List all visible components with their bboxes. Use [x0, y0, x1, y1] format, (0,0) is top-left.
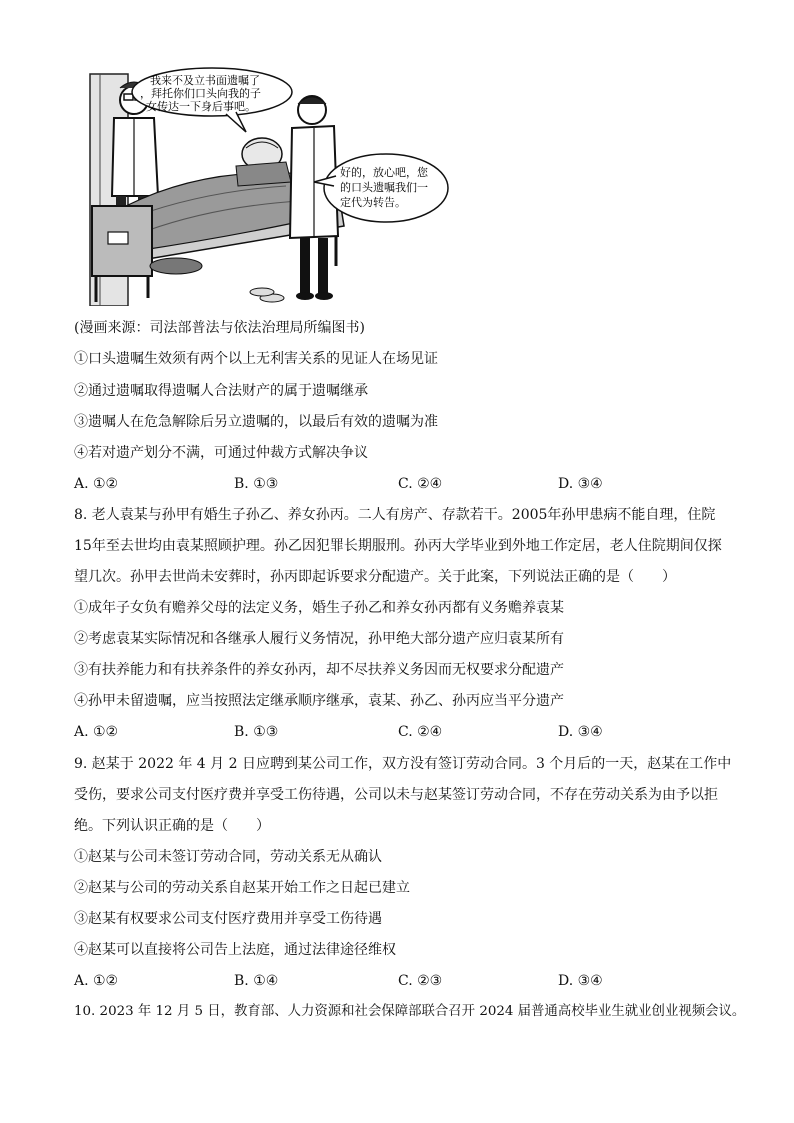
q7-option-d[interactable]: D. ③④: [558, 476, 603, 492]
bubble-left-line-3: 女传达一下身后事吧。: [146, 100, 256, 113]
q8-item-1: ①成年子女负有赡养父母的法定义务，婚生子孙乙和养女孙丙都有义务赡养袁某: [74, 600, 564, 616]
q9-item-2: ②赵某与公司的劳动关系自赵某开始工作之日起已建立: [74, 880, 410, 896]
q9-item-4: ④赵某可以直接将公司告上法庭，通过法律途径维权: [74, 942, 396, 958]
q8-item-4: ④孙甲未留遗嘱，应当按照法定继承顺序继承，袁某、孙乙、孙丙应当平分遗产: [74, 693, 564, 709]
q8-option-b[interactable]: B. ①③: [234, 724, 279, 740]
bubble-right-line-2: 的口头遗嘱我们一: [340, 181, 428, 194]
q7-item-4: ④若对遗产划分不满，可通过仲裁方式解决争议: [74, 445, 368, 461]
q9-item-1: ①赵某与公司未签订劳动合同，劳动关系无从确认: [74, 849, 382, 865]
q7-item-2: ②通过遗嘱取得遗嘱人合法财产的属于遗嘱继承: [74, 383, 368, 399]
q7-item-3: ③遗嘱人在危急解除后另立遗嘱的，以最后有效的遗嘱为准: [74, 414, 438, 430]
q8-stem-line-1: 8. 老人袁某与孙甲有婚生子孙乙、养女孙丙。二人有房产、存款若干。2005年孙甲患病不能自理，住院: [74, 507, 716, 523]
bubble-left-line-1: 我来不及立书面遗嘱了: [150, 74, 260, 87]
q9-option-d[interactable]: D. ③④: [558, 973, 603, 989]
q9-stem-line-2: 受伤，要求公司支付医疗费并享受工伤待遇，公司以未与赵某签订劳动合同，不存在劳动关系为由予以拒: [74, 787, 718, 803]
q8-stem-line-3: 望几次。孙甲去世尚未安葬时，孙丙即起诉要求分配遗产。关于此案，下列说法正确的是（ ）: [74, 569, 676, 585]
q8-option-c[interactable]: C. ②④: [398, 724, 443, 740]
q7-option-a[interactable]: A. ①②: [74, 476, 119, 492]
q8-option-a[interactable]: A. ①②: [74, 724, 119, 740]
q8-stem-line-2: 15年至去世均由袁某照顾护理。孙乙因犯罪长期服刑。孙丙大学毕业到外地工作定居，老人住院期间仅探: [74, 538, 722, 554]
q9-item-3: ③赵某有权要求公司支付医疗费用并享受工伤待遇: [74, 911, 382, 927]
q7-option-b[interactable]: B. ①③: [234, 476, 279, 492]
q9-option-b[interactable]: B. ①④: [234, 973, 279, 989]
bubble-left-line-2: ，拜托你们口头向我的子: [140, 87, 261, 100]
bubble-right-line-1: 好的，放心吧，您: [340, 166, 428, 179]
q7-item-1: ①口头遗嘱生效须有两个以上无利害关系的见证人在场见证: [74, 351, 438, 367]
q8-option-d[interactable]: D. ③④: [558, 724, 603, 740]
q9-option-c[interactable]: C. ②③: [398, 973, 443, 989]
q9-stem-line-1: 9. 赵某于 2022 年 4 月 2 日应聘到某公司工作，双方没有签订劳动合同。3 个月后的一天，赵某在工作中: [74, 756, 732, 772]
comic-source-caption: (漫画来源：司法部普法与依法治理局所编图书): [74, 320, 365, 336]
comic-illustration: [86, 66, 456, 306]
q8-item-3: ③有扶养能力和有扶养条件的养女孙丙，却不尽扶养义务因而无权要求分配遗产: [74, 662, 564, 678]
q8-item-2: ②考虑袁某实际情况和各继承人履行义务情况，孙甲绝大部分遗产应归袁某所有: [74, 631, 564, 647]
q9-option-a[interactable]: A. ①②: [74, 973, 119, 989]
q10-stem-line-1: 10. 2023 年 12 月 5 日，教育部、人力资源和社会保障部联合召开 2024 届普通高校毕业生就业创业视频会议。: [74, 1004, 746, 1019]
q9-stem-line-3: 绝。下列认识正确的是（ ）: [74, 818, 270, 834]
q7-option-c[interactable]: C. ②④: [398, 476, 443, 492]
bubble-right-line-3: 定代为转告。: [340, 196, 406, 209]
